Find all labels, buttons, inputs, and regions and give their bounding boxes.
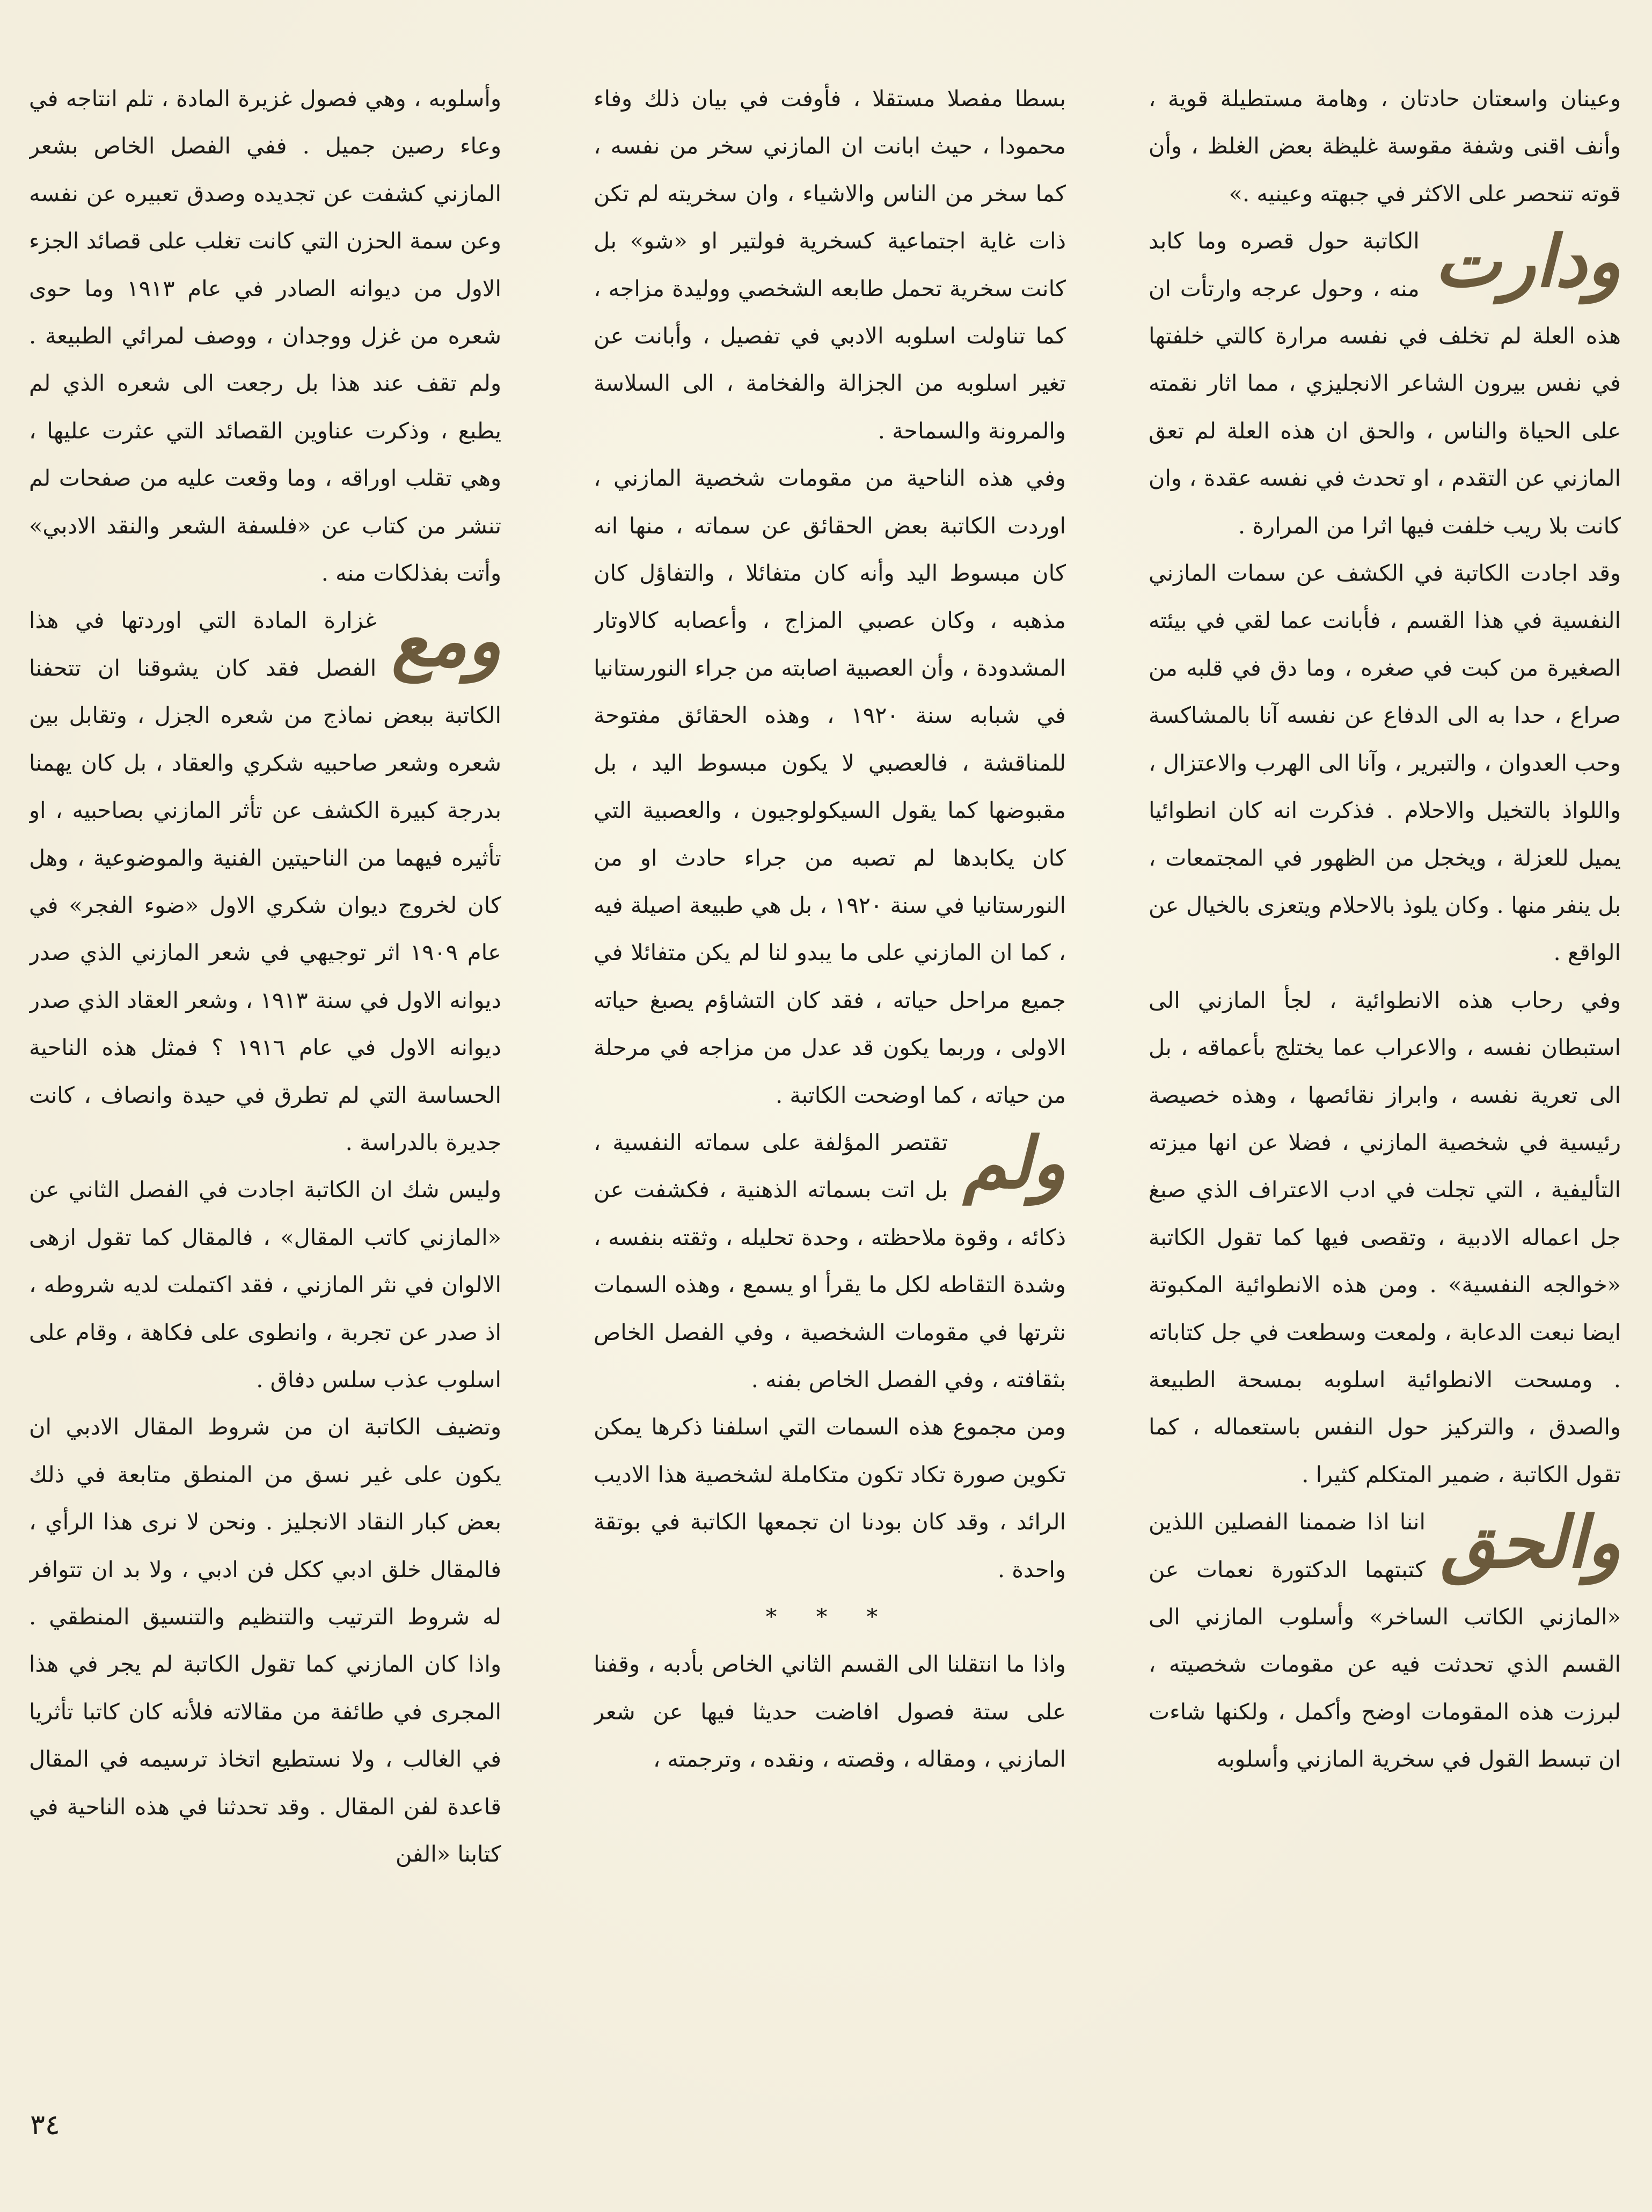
paragraph-text: الكاتبة حول قصره وما كابد منه ، وحول عرجه وارتأت ان هذه العلة لم تخلف في نفسه مرارة كالتي خلفتها في نفس بيرون الشاعر الانجليزي ، مما اثار نقمته على الحياة والناس ، والحق ان هذه العلة لم تعق المازني عن التقدم ، او تحدث في نفسه عقدة ، وان كانت بلا ريب خلفت فيها اثرا من المرارة . [1149,228,1621,539]
text-column-right [1149,75,1621,2061]
paragraph-text: اننا اذا ضممنا الفصلين اللذين كتبتهما الدكتورة نعمات عن «المازني الكاتب الساخر» وأسلوب المازني الى القسم الذي تحدثت فيه عن مقومات شخصيته ، لبرزت هذه المقومات اوضح وأكمل ، ولكنها شاءت ان تبسط القول في سخرية المازني وأسلوبه [1149,1508,1621,1772]
text-column-left [29,75,501,2061]
paragraph: وفي هذه الناحية من مقومات شخصية المازني ، اوردت الكاتبة بعض الحقائق عن سماته ، منها انه كان مبسوط اليد وأنه كان متفائلا ، والتفاؤل كان مذهبه ، وكان عصبي المزاج ، وأعصابه كالاوتار المشدودة ، وأن العصبية اصابته من جراء النورستانيا في شبابه سنة ١٩٢٠ ، وهذه الحقائق مفتوحة للمناقشة ، فالعصبي لا يكون مبسوط اليد ، بل مقبوضها كما يقول السيكولوجيون ، والعصبية التي كان يكابدها لم تصبه من جراء حادث او من النورستانيا في سنة ١٩٢٠ ، بل هي طبيعة اصيلة فيه ، كما ان المازني على ما يبدو لنا لم يكن متفائلا في جميع مراحل حياته ، فقد كان التشاؤم يصبغ حياته الاولى ، وربما يكون قد عدل من مزاجه في مرحلة من حياته ، كما اوضحت الكاتبة . [594,465,1066,1108]
paragraph: وقد اجادت الكاتبة في الكشف عن سمات المازني النفسية في هذا القسم ، فأبانت عما لقي في بيئته الصغيرة من كبت في صغره ، وما دق في قلبه من صراع ، حدا به الى الدفاع عن نفسه آنا بالمشاكسة وحب العدوان ، والتبرير ، وآنا الى الهرب والاعتزال ، واللواذ بالتخيل والاحلام . فذكرت انه كان انطوائيا يميل للعزلة ، ويخجل من الظهور في المجتمعات ، بل ينفر منها . وكان يلوذ بالاحلام ويتعزى بالخيال عن الواقع . [1149,560,1621,966]
paragraph [1149,1498,1621,1783]
paragraph: وعينان واسعتان حادتان ، وهامة مستطيلة قوية ، وأنف اقنى وشفة مقوسة غليظة بعض الغلظ ، وأن قوته تنحصر على الاكثر في جبهته وعينيه .» [1149,85,1621,207]
decorative-initial: ولم [963,1121,1066,1205]
page-number: ٣٤ [30,2109,60,2141]
decorative-initial: والحق [1441,1501,1621,1585]
paragraph: وتضيف الكاتبة ان من شروط المقال الادبي ان يكون على غير نسق من المنطق متابعة في ذلك بعض كبار النقاد الانجليز . ونحن لا نرى هذا الرأي ، فالمقال خلق ادبي ككل فن ادبي ، ولا بد ان تتوافر له شروط الترتيب والتنظيم والتنسيق المنطقي . واذا كان المازني كما تقول الكاتبة لم يجر في هذا المجرى في طائفة من مقالاته فلأنه كان كاتبا تأثريا في الغالب ، ولا نستطيع اتخاذ ترسيمه في المقال قاعدة لفن المقال . وقد تحدثنا في هذه الناحية في كتابنا «الفن [29,1413,501,1867]
decorative-initial: ومع [391,599,501,683]
paragraph [1149,217,1621,550]
paragraph [29,597,501,1166]
paragraph: وفي رحاب هذه الانطوائية ، لجأ المازني الى استبطان نفسه ، والاعراب عما يختلج بأعماقه ، بل الى تعرية نفسه ، وابراز نقائصها ، وهذه خصيصة رئيسية في شخصية المازني ، فضلا عن انها ميزته التأليفية ، التي تجلت في ادب الاعتراف الذي صبغ جل اعماله الادبية ، وتقصى فيها كما تقول الكاتبة «خوالجه النفسية» . ومن هذه الانطوائية المكبوتة ايضا نبعت الدعابة ، ولمعت وسطعت في جل كتاباته . ومسحت الانطوائية اسلوبه بمسحة الطبيعة والصدق ، والتركيز حول النفس باستعماله ، كما تقول الكاتبة ، ضمير المتكلم كثيرا . [1149,986,1621,1488]
paragraph-text: تقتصر المؤلفة على سماته النفسية ، بل اتت بسماته الذهنية ، فكشفت عن ذكائه ، وقوة ملاحظته ، وحدة تحليله ، وثقته بنفسه ، وشدة التقاطه لكل ما يقرأ او يسمع ، وهذه السمات نثرتها في مقومات الشخصية ، وفي الفصل الخاص بثقافته ، وفي الفصل الخاص بفنه . [594,1129,1066,1393]
paragraph: بسطا مفصلا مستقلا ، فأوفت في بيان ذلك وفاء محمودا ، حيث ابانت ان المازني سخر من نفسه ، كما سخر من الناس والاشياء ، وان سخريته لم تكن ذات غاية اجتماعية كسخرية فولتير او «شو» بل كانت سخرية تحمل طابعه الشخصي ووليدة مزاجه ، كما تناولت اسلوبه الادبي في تفصيل ، وأبانت عن تغير اسلوبه من الجزالة والفخامة ، الى السلاسة والمرونة والسماحة . [594,85,1066,444]
paragraph [594,1119,1066,1403]
paragraph: واذا ما انتقلنا الى القسم الثاني الخاص بأدبه ، وقفنا على ستة فصول افاضت حديثا فيها عن شعر المازني ، ومقاله ، وقصته ، ونقده ، وترجمته ، [594,1651,1066,1772]
text-column-middle [594,75,1066,2061]
paragraph: وأسلوبه ، وهي فصول غزيرة المادة ، تلم انتاجه في وعاء رصين جميل . ففي الفصل الخاص بشعر المازني كشفت عن تجديده وصدق تعبيره عن نفسه وعن سمة الحزن التي كانت تغلب على قصائد الجزء الاول من ديوانه الصادر في عام ١٩١٣ وما حوى شعره من غزل ووجدان ، ووصف لمرائي الطبيعة . ولم تقف عند هذا بل رجعت الى شعره الذي لم يطبع ، وذكرت عناوين القصائد التي عثرت عليها ، وهي تقلب اوراقه ، وما وقعت عليه من صفحات لم تنشر من كتاب عن «فلسفة الشعر والنقد الادبي» وأتت بفذلكات منه . [29,85,501,587]
paragraph-text: غزارة المادة التي اوردتها في هذا الفصل فقد كان يشوقنا ان تتحفنا الكاتبة ببعض نماذج من شعره الجزل ، وتقابل بين شعره وشعر صاحبيه شكري والعقاد ، بل كان يهمنا بدرجة كبيرة الكشف عن تأثر المازني بصاحبيه ، او تأثيره فيهما من الناحيتين الفنية والموضوعية ، وهل كان لخروج ديوان شكري الاول «ضوء الفجر» في عام ١٩٠٩ اثر توجيهي في شعر المازني الذي صدر ديوانه الاول في سنة ١٩١٣ ، وشعر العقاد الذي صدر ديوانه الاول في عام ١٩١٦ ؟ فمثل هذه الناحية الحساسة التي لم تطرق في حيدة وانصاف ، كانت جديرة بالدراسة . [29,607,501,1155]
decorative-initial: ودارت [1434,220,1621,304]
paragraph: ومن مجموع هذه السمات التي اسلفنا ذكرها يمكن تكوين صورة تكاد تكون متكاملة لشخصية هذا الاديب الرائد ، وقد كان بودنا ان تجمعها الكاتبة في بوتقة واحدة . [594,1413,1066,1583]
paragraph: وليس شك ان الكاتبة اجادت في الفصل الثاني عن «المازني كاتب المقال» ، فالمقال كما تقول ازهى الالوان في نثر المازني ، فقد اكتملت لديه شروطه ، اذ صدر عن تجربة ، وانطوى على فكاهة ، وقام على اسلوب عذب سلس دفاق . [29,1176,501,1393]
section-separator: * * * [765,1603,894,1630]
